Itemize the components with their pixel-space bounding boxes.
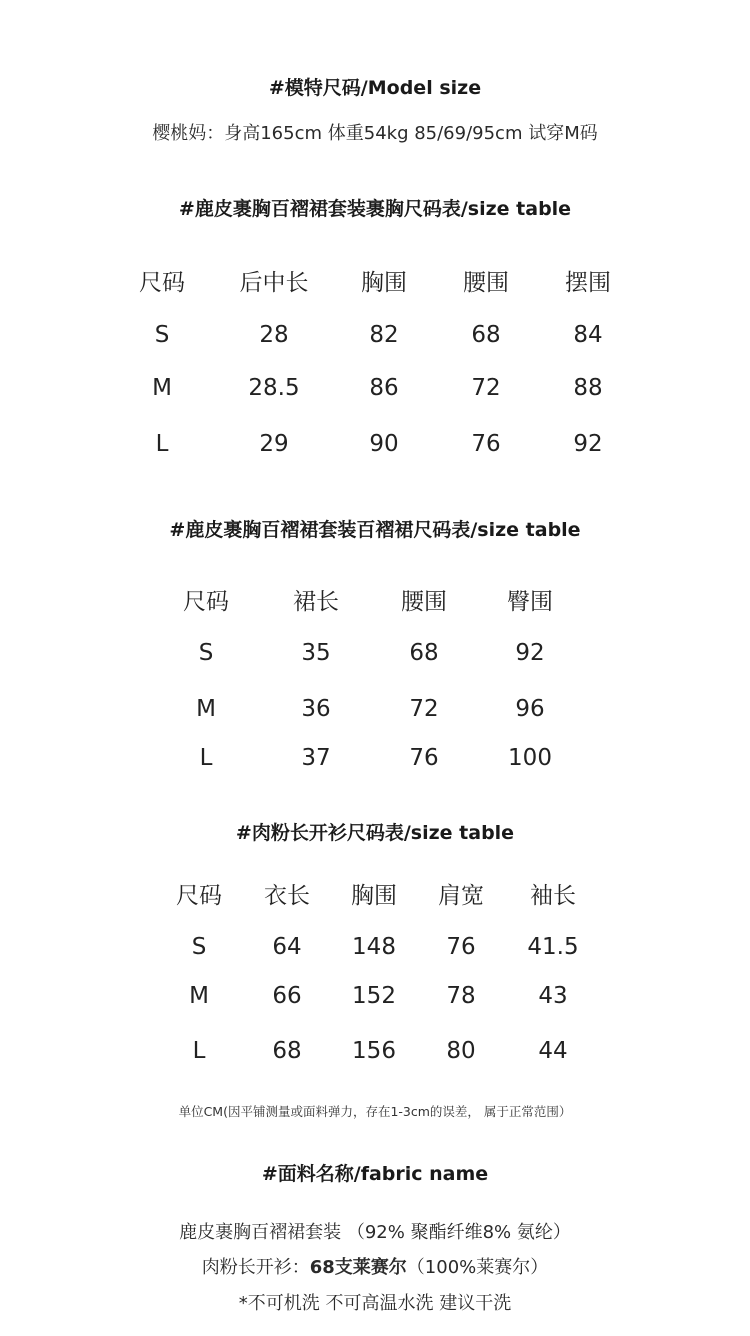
table-cell: 29 (259, 431, 289, 457)
table-cell: M (196, 696, 216, 722)
table-header-cell: 尺码 (183, 589, 229, 615)
table-row (0, 694, 750, 724)
table-header-cell: 衣长 (264, 883, 310, 909)
table-cell: 68 (409, 640, 439, 666)
table-cell: 28 (259, 322, 289, 348)
table-cell: 84 (573, 322, 603, 348)
table-cell: S (191, 934, 207, 960)
table-cell: 148 (352, 934, 396, 960)
table-cell: 68 (272, 1038, 302, 1064)
table-row (0, 373, 750, 403)
unit-note: 单位CM(因平铺测量或面料弹力，存在1-3cm的误差， 属于正常范围） (178, 1104, 572, 1119)
table-cell: L (199, 745, 213, 771)
table-header-cell: 摆围 (565, 270, 611, 296)
table-header-cell: 尺码 (139, 270, 185, 296)
table-cell: 68 (471, 322, 501, 348)
table-cell: 72 (471, 375, 501, 401)
table-row (0, 638, 750, 668)
table-cell: 156 (352, 1038, 396, 1064)
table-cell: S (154, 322, 170, 348)
model-size-heading: #模特尺码/Model size (268, 77, 482, 99)
table-header-cell: 胸围 (351, 883, 397, 909)
table-cell: M (189, 983, 209, 1009)
table3-heading: #肉粉长开衫尺码表/size table (235, 822, 515, 844)
table-cell: 76 (471, 431, 501, 457)
table-header-cell: 臀围 (507, 589, 553, 615)
fabric-line-suit: 鹿皮裹胸百褶裙套装 （92% 聚酯纤维8% 氨纶） (179, 1222, 571, 1243)
table-header-cell: 袖长 (530, 883, 576, 909)
table-header-row (0, 587, 750, 617)
table1-heading: #鹿皮裹胸百褶裙套装裹胸尺码表/size table (178, 198, 572, 220)
table-row (0, 320, 750, 350)
table-cell: M (152, 375, 172, 401)
table-cell: 66 (272, 983, 302, 1009)
table-row (0, 743, 750, 773)
table-cell: L (192, 1038, 206, 1064)
table-cell: 100 (508, 745, 552, 771)
table-row (0, 1036, 750, 1066)
table-cell: 152 (352, 983, 396, 1009)
table-cell: S (198, 640, 214, 666)
table-row (0, 429, 750, 459)
fabric-heading: #面料名称/fabric name (261, 1163, 489, 1185)
table-cell: 41.5 (527, 934, 579, 960)
model-size-line: 樱桃妈：身高165cm 体重54kg 85/69/95cm 试穿M码 (152, 123, 598, 144)
table-header-cell: 后中长 (239, 270, 309, 296)
table-cell: 72 (409, 696, 439, 722)
table-cell: 92 (515, 640, 545, 666)
table-cell: 28.5 (248, 375, 300, 401)
table-cell: 86 (369, 375, 399, 401)
fabric-cardigan-composition: （100%莱赛尔） (406, 1257, 549, 1278)
table-cell: 92 (573, 431, 603, 457)
table-row (0, 981, 750, 1011)
fabric-cardigan-label: 肉粉长开衫： (201, 1257, 310, 1278)
table-header-cell: 尺码 (176, 883, 222, 909)
fabric-line-cardigan (0, 1253, 750, 1279)
table-cell: 76 (446, 934, 476, 960)
table-cell: 37 (301, 745, 331, 771)
table-header-row (0, 268, 750, 298)
table-cell: 90 (369, 431, 399, 457)
table-cell: 36 (301, 696, 331, 722)
table-cell: 64 (272, 934, 302, 960)
table-cell: 80 (446, 1038, 476, 1064)
table-cell: 82 (369, 322, 399, 348)
table-cell: 44 (538, 1038, 568, 1064)
table-header-cell: 腰围 (463, 270, 509, 296)
table-cell: 78 (446, 983, 476, 1009)
table-cell: 76 (409, 745, 439, 771)
table-header-cell: 肩宽 (438, 883, 484, 909)
table-header-cell: 腰围 (401, 589, 447, 615)
care-instructions: *不可机洗 不可高温水洗 建议干洗 (238, 1293, 512, 1314)
table-cell: 35 (301, 640, 331, 666)
table-cell: L (155, 431, 169, 457)
table-cell: 96 (515, 696, 545, 722)
table-header-cell: 胸围 (361, 270, 407, 296)
table-header-row (0, 881, 750, 911)
table-cell: 43 (538, 983, 568, 1009)
table-row (0, 932, 750, 962)
table2-heading: #鹿皮裹胸百褶裙套装百褶裙尺码表/size table (169, 519, 581, 541)
table-header-cell: 裙长 (293, 589, 339, 615)
table-cell: 88 (573, 375, 603, 401)
fabric-cardigan-material: 68支莱赛尔 (309, 1257, 407, 1278)
